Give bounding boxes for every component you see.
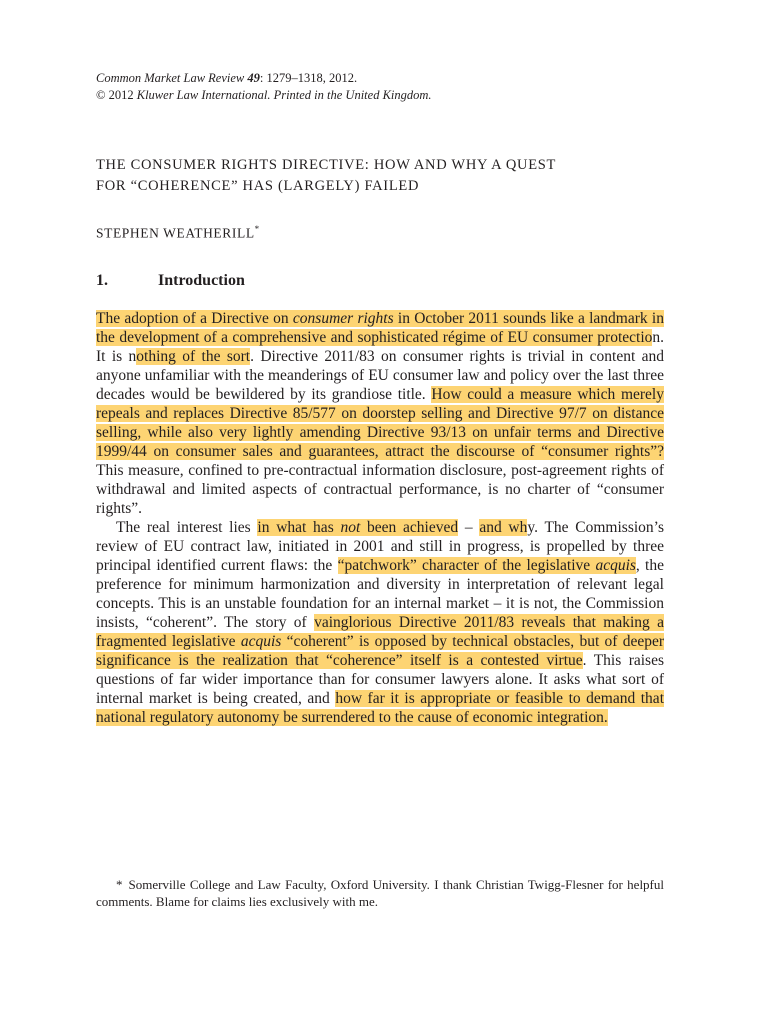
p2-italic-not: not bbox=[340, 519, 361, 536]
title-line-2: FOR “COHERENCE” HAS (LARGELY) FAILED bbox=[96, 178, 420, 194]
p2-text-8: “patchwork” character of the legislative bbox=[337, 557, 596, 574]
p2-text-14: . This raises questions of far wider importance than for consumer lawyers alone. It asks what sort of internal market is being created, and bbox=[96, 652, 664, 707]
p2-text-2: in what has bbox=[257, 519, 341, 536]
highlight-2[interactable]: othing of the sort bbox=[136, 348, 251, 365]
p2-italic-acquis-2: acquis bbox=[240, 633, 282, 650]
author-footnote-mark[interactable]: * bbox=[254, 224, 260, 234]
highlight-4[interactable] bbox=[257, 519, 458, 536]
title-line-1: THE CONSUMER RIGHTS DIRECTIVE: HOW AND WHY A QUEST bbox=[96, 157, 557, 173]
section-title: Introduction bbox=[158, 272, 245, 289]
p2-text-13: “coherent” is opposed by technical obstacles, but of deeper significance is the realization that “coherence” itself is a contested virtue bbox=[96, 633, 665, 669]
section-heading bbox=[96, 272, 245, 290]
paragraph-2 bbox=[96, 518, 664, 727]
paragraph-1 bbox=[96, 309, 664, 518]
footnote-mark: * bbox=[116, 877, 123, 892]
footnote-text: Somerville College and Law Faculty, Oxford University. I thank Christian Twigg-Flesner for helpful comments. Blame for claims lies exclusively with me. bbox=[96, 877, 664, 909]
highlight-6[interactable] bbox=[338, 557, 636, 574]
p1-text-8: This measure, confined to pre-contractual information disclosure, post-agreement rights of withdrawal and limited aspects of contractual performance, is no charter of “consumer rights”. bbox=[96, 462, 664, 517]
journal-line-1 bbox=[96, 70, 432, 87]
p2-text-1: The real interest lies bbox=[116, 519, 258, 536]
journal-line-2 bbox=[96, 87, 432, 104]
p1-text-6: . Directive 2011/83 on consumer rights is trivial in content and anyone unfamiliar with the meanderings of EU consumer law and policy over the last three decades would be bewildered by its grandiose title. bbox=[96, 348, 665, 403]
author-name: STEPHEN WEATHERILL bbox=[96, 225, 255, 241]
highlight-1[interactable] bbox=[96, 310, 664, 346]
section-number: 1. bbox=[96, 272, 108, 289]
copyright-year: 2012 bbox=[108, 88, 134, 102]
p2-text-11: vainglorious Directive 2011/83 reveals that making a fragmented legislative bbox=[96, 614, 664, 650]
p2-italic-acquis-1: acquis bbox=[595, 557, 636, 574]
copyright-symbol: © bbox=[96, 88, 106, 102]
highlight-5[interactable]: and wh bbox=[479, 519, 528, 536]
p1-text-1: The adoption of a Directive on bbox=[96, 310, 293, 327]
highlight-3[interactable]: How could a measure which merely repeals and replaces Directive 85/577 on doorstep selling and Directive 97/7 on distance selling, while also very lightly amending Directive 93/13 on unfair terms and Directive 1999/44 on consumer sales and guarantees, attract the discourse of “consumer rights”? bbox=[96, 386, 664, 460]
journal-pages-year: : 1279–1318, 2012. bbox=[259, 71, 358, 85]
p1-text-3: in October 2011 sounds like a landmark in the development of a comprehensive and sophisticated régime of EU consumer protectio bbox=[96, 310, 664, 346]
author bbox=[96, 224, 260, 242]
body-text bbox=[96, 309, 664, 727]
highlight-8[interactable]: how far it is appropriate or feasible to demand that national regulatory autonomy be surrendered to the cause of economic integration. bbox=[96, 690, 664, 726]
p1-italic-consumer-rights: consumer rights bbox=[292, 310, 394, 327]
p2-text-10: , the preference for minimum harmonization and diversity in interpretation of relevant legal concepts. This is an unstable foundation for an internal market – it is not, the Commission insists, “coherent”. The story of bbox=[96, 557, 664, 631]
article-title bbox=[96, 155, 676, 197]
journal-citation bbox=[96, 70, 432, 104]
p1-text-4: n. It is n bbox=[96, 329, 664, 365]
p2-text-7: y. The Commission’s review of EU contract law, initiated in 2001 and still in progress, is propelled by three principal identified current flaws: the bbox=[96, 519, 664, 574]
journal-name: Common Market Law Review bbox=[96, 71, 245, 85]
footnote bbox=[96, 876, 664, 910]
p2-text-5: – bbox=[458, 519, 480, 536]
p2-text-4: been achieved bbox=[360, 519, 459, 536]
journal-volume: 49 bbox=[247, 71, 260, 85]
publisher-line: Kluwer Law International. Printed in the United Kingdom. bbox=[136, 88, 432, 102]
